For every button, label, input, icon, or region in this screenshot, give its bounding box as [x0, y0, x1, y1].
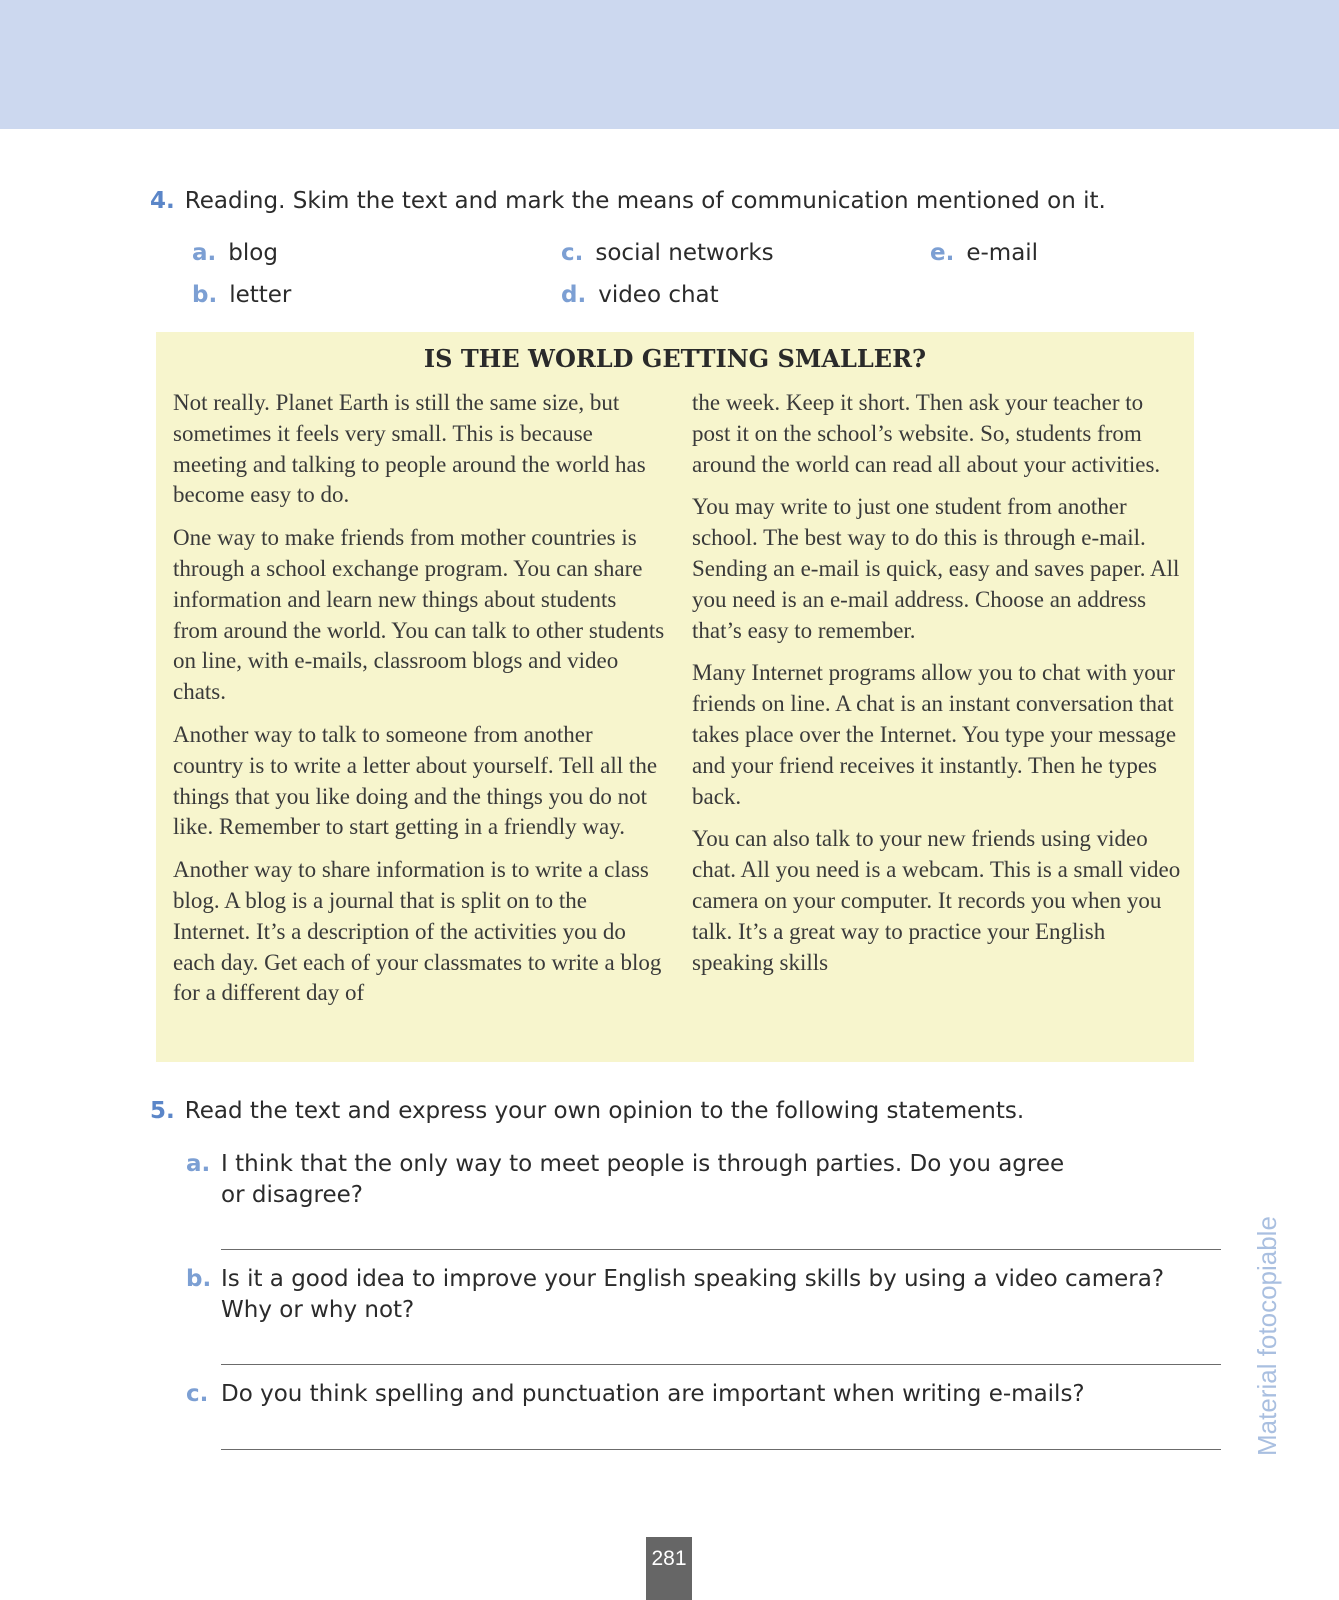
option-text: letter [229, 282, 292, 308]
paragraph: Another way to talk to someone from another country is to write a letter about yourself. Tell all the things that you like doing and the things you do not like. Remember to start getting in a friendly way. [173, 721, 658, 840]
statement-text [221, 1264, 1221, 1326]
option-b[interactable] [192, 282, 291, 308]
photocopiable-label: Material fotocopiable [1252, 1216, 1282, 1456]
exercise-5-heading [150, 1098, 1024, 1124]
option-text: social networks [595, 240, 774, 266]
option-text: video chat [598, 282, 719, 308]
header-band [0, 0, 1339, 129]
paragraph: Not really. Planet Earth is still the same size, but sometimes it feels very small. This is because meeting and talking to people around the world has become easy to do. [173, 390, 646, 508]
exercise-4-number: 4. [150, 188, 175, 214]
option-letter: b. [192, 282, 218, 308]
option-text: blog [228, 240, 278, 266]
statement-line: Is it a good idea to improve your English speaking skills by using a video camera? [221, 1266, 1165, 1292]
option-c[interactable] [561, 240, 774, 266]
paragraph: Another way to share information is to write a class blog. A blog is a journal that is split on to the Internet. It’s a description of the activities you do each day. Get each of your classmates to write a blog for a different day of [173, 857, 662, 1006]
page-number: 281 [646, 1537, 692, 1600]
exercise-4-heading [150, 188, 1106, 214]
option-letter: d. [561, 282, 587, 308]
paragraph: the week. Keep it short. Then ask your teacher to post it on the school’s website. So, students from around the world can read all about your activities. [692, 390, 1161, 477]
statement-line: Do you think spelling and punctuation are important when writing e-mails? [221, 1381, 1085, 1407]
answer-line-b[interactable] [221, 1364, 1221, 1365]
answer-line-c[interactable] [221, 1449, 1221, 1450]
exercise-5-instruction: Read the text and express your own opinion to the following statements. [184, 1098, 1025, 1124]
exercise-5-number: 5. [150, 1098, 175, 1124]
statement-text [221, 1379, 1221, 1410]
statement-text [221, 1149, 1221, 1211]
reading-text-box [156, 332, 1194, 1062]
option-letter: a. [192, 240, 217, 266]
option-a[interactable] [192, 240, 278, 266]
statement-letter: b. [186, 1266, 212, 1292]
answer-line-a[interactable] [221, 1249, 1221, 1250]
paragraph: You can also talk to your new friends using video chat. All you need is a webcam. This is a small video camera on your computer. It records you when you talk. It’s a great way to practice your English speaking skills [692, 826, 1181, 975]
paragraph: You may write to just one student from another school. The best way to do this is through e-mail. Sending an e-mail is quick, easy and saves paper. All you need is an e-mail address. Choose an address that’s easy to remember. [692, 494, 1180, 643]
reading-title: IS THE WORLD GETTING SMALLER? [423, 344, 927, 373]
reading-right-column [692, 388, 1184, 990]
paragraph: One way to make friends from mother countries is through a school exchange program. You can share information and learn new things about students from around the world. You can talk to other students on line, with e-mails, classroom blogs and video chats. [173, 525, 665, 705]
statement-line: or disagree? [221, 1182, 363, 1208]
reading-left-column [173, 388, 665, 1021]
statement-line: I think that the only way to meet people is through parties. Do you agree [221, 1151, 1065, 1177]
option-d[interactable] [561, 282, 719, 308]
option-text: e-mail [966, 240, 1039, 266]
statement-letter: c. [186, 1381, 209, 1407]
option-letter: c. [561, 240, 584, 266]
paragraph: Many Internet programs allow you to chat with your friends on line. A chat is an instant conversation that takes place over the Internet. You type your message and your friend receives it instantly. Then he types back. [692, 660, 1177, 809]
exercise-4-instruction: Reading. Skim the text and mark the means of communication mentioned on it. [184, 188, 1106, 214]
statement-letter: a. [186, 1151, 211, 1177]
option-letter: e. [930, 240, 955, 266]
option-e[interactable] [930, 240, 1038, 266]
statement-line: Why or why not? [221, 1297, 415, 1323]
